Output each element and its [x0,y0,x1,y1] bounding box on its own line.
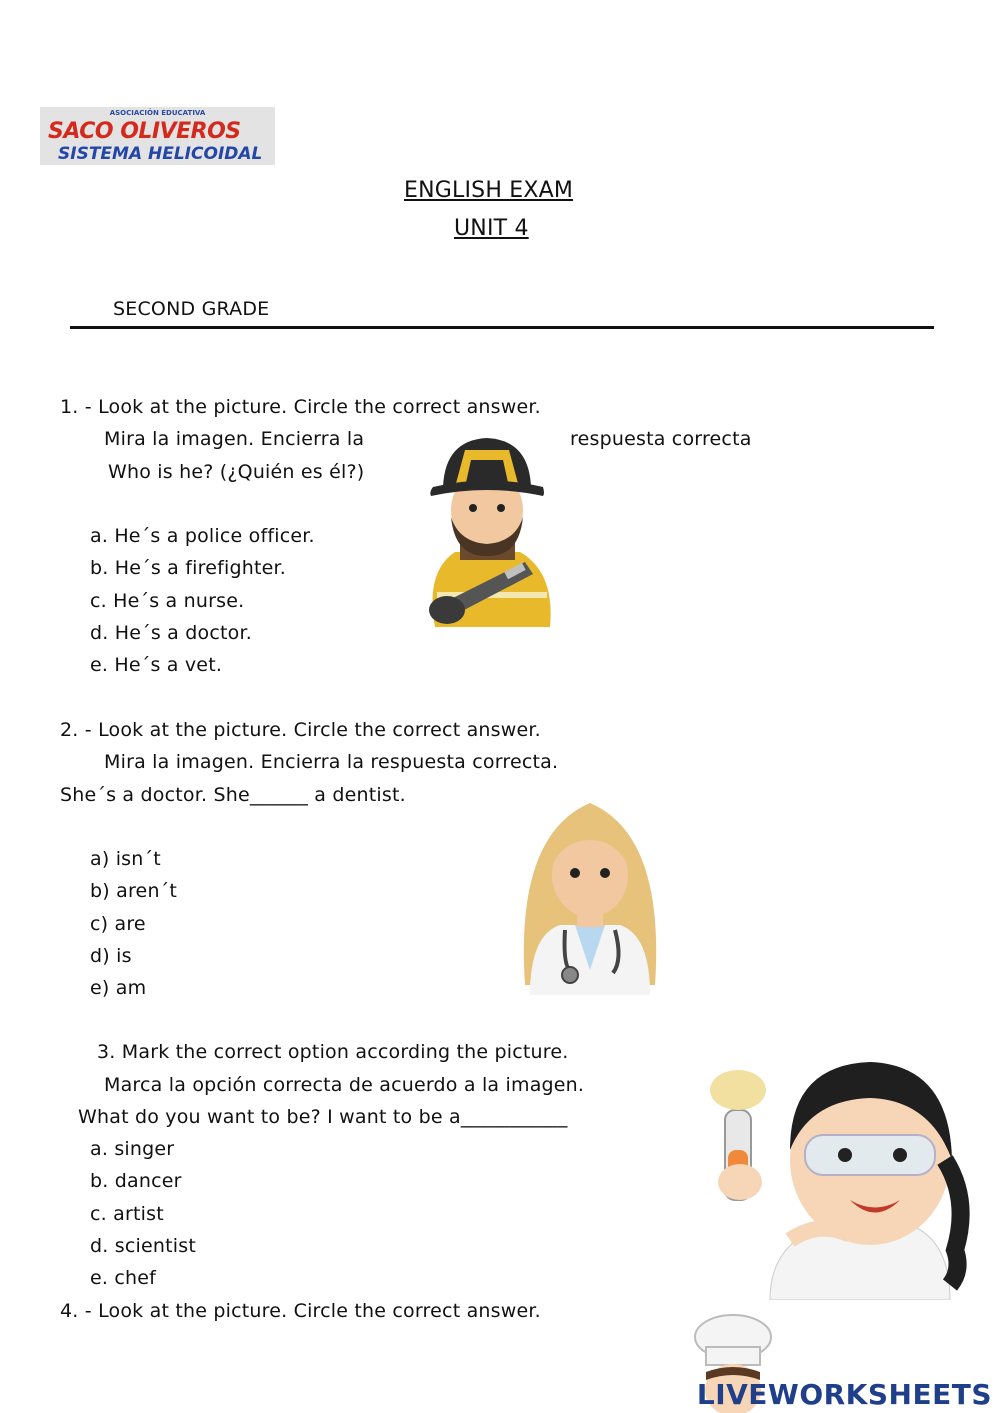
q2-option-d[interactable]: d) is [90,945,132,967]
firefighter-illustration [415,432,560,627]
q1-instruction-part2: respuesta correcta [570,428,752,450]
doctor-illustration [515,795,665,995]
q2-option-b[interactable]: b) aren´t [90,880,178,902]
q2-heading: 2. - Look at the picture. Circle the correct answer. [60,719,541,741]
q1-option-a[interactable]: a. He´s a police officer. [90,525,315,547]
school-logo [40,107,275,165]
q2-option-e[interactable]: e) am [90,977,147,999]
unit-title: UNIT 4 [454,216,529,241]
scientist-illustration [700,1050,980,1300]
q1-option-d[interactable]: d. He´s a doctor. [90,622,252,644]
grade-label: SECOND GRADE [113,298,270,320]
q1-option-e[interactable]: e. He´s a vet. [90,654,223,676]
q3-heading: 3. Mark the correct option according the picture. [97,1041,569,1063]
q3-option-b[interactable]: b. dancer [90,1170,182,1192]
q1-heading: 1. - Look at the picture. Circle the correct answer. [60,396,541,418]
logo-system-name: SISTEMA HELICOIDAL [58,144,263,164]
q2-option-a[interactable]: a) isn´t [90,848,161,870]
q2-option-c[interactable]: c) are [90,913,146,935]
q3-instruction: Marca la opción correcta de acuerdo a la imagen. [104,1074,585,1096]
q1-option-c[interactable]: c. He´s a nurse. [90,590,245,612]
logo-association-text: ASOCIACIÓN EDUCATIVA [109,109,206,117]
q3-question: What do you want to be? I want to be a___________ [78,1106,568,1128]
q1-option-b[interactable]: b. He´s a firefighter. [90,557,287,579]
q1-instruction-part1: Mira la imagen. Encierra la [104,428,365,450]
q3-option-a[interactable]: a. singer [90,1138,175,1160]
q2-instruction: Mira la imagen. Encierra la respuesta correcta. [104,751,559,773]
q3-option-c[interactable]: c. artist [90,1203,164,1225]
q4-heading: 4. - Look at the picture. Circle the correct answer. [60,1300,541,1322]
q2-question: She´s a doctor. She______ a dentist. [60,784,406,806]
q1-question: Who is he? (¿Quién es él?) [108,461,365,483]
liveworksheets-watermark: LIVEWORKSHEETS [696,1378,992,1411]
q3-option-d[interactable]: d. scientist [90,1235,196,1257]
exam-title: ENGLISH EXAM [404,178,574,203]
q3-option-e[interactable]: e. chef [90,1267,157,1289]
header-divider [70,326,934,329]
logo-school-name: SACO OLIVEROS [48,119,241,144]
